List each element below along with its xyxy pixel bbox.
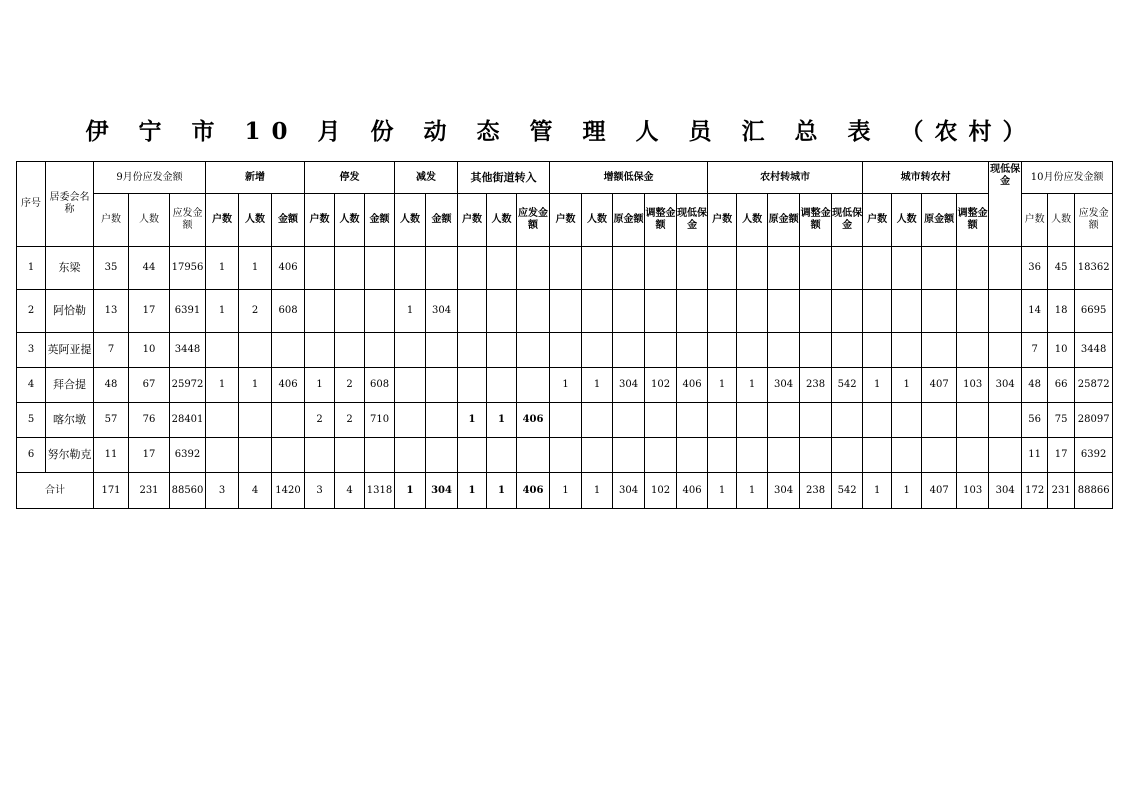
table-cell: [206, 438, 239, 473]
total-cell: 542: [832, 473, 863, 509]
table-cell: [832, 333, 863, 368]
table-cell: 608: [272, 290, 305, 333]
row-name: 拜合提: [46, 368, 94, 403]
table-cell: 710: [365, 403, 395, 438]
table-cell: [989, 247, 1022, 290]
table-cell: [863, 438, 892, 473]
table-row: [17, 333, 1113, 368]
sub-adjusted: 调整金额: [957, 194, 989, 247]
table-cell: 17: [1048, 438, 1075, 473]
table-cell: [922, 333, 957, 368]
sub-people: 人数: [1048, 194, 1075, 247]
table-cell: 56: [1022, 403, 1048, 438]
table-cell: [582, 247, 613, 290]
table-cell: [426, 333, 458, 368]
table-cell: 406: [677, 368, 708, 403]
table-cell: 76: [129, 403, 170, 438]
table-cell: [645, 333, 677, 368]
table-cell: [206, 403, 239, 438]
table-cell: [989, 333, 1022, 368]
table-cell: [863, 290, 892, 333]
total-cell: 1318: [365, 473, 395, 509]
total-cell: 1: [708, 473, 737, 509]
table-cell: [957, 247, 989, 290]
table-cell: [395, 333, 426, 368]
total-cell: 1: [458, 473, 487, 509]
table-cell: [613, 403, 645, 438]
total-cell: 406: [677, 473, 708, 509]
total-label: 合计: [17, 473, 94, 509]
table-cell: 75: [1048, 403, 1075, 438]
total-cell: 1: [892, 473, 922, 509]
table-cell: [708, 333, 737, 368]
table-cell: [645, 438, 677, 473]
table-cell: 304: [768, 368, 800, 403]
table-cell: [800, 247, 832, 290]
table-cell: [458, 247, 487, 290]
table-cell: 1: [487, 403, 517, 438]
table-cell: [426, 247, 458, 290]
table-cell: [737, 247, 768, 290]
total-cell: 4: [239, 473, 272, 509]
header-row-1: [17, 162, 1113, 194]
table-body: [17, 247, 1113, 473]
row-name: 英阿亚提: [46, 333, 94, 368]
table-cell: [957, 438, 989, 473]
header-sep-amount: 9月份应发金额: [94, 162, 206, 194]
sub-people: 人数: [395, 194, 426, 247]
table-cell: [582, 290, 613, 333]
total-cell: 231: [129, 473, 170, 509]
sub-adjusted: 调整金额: [800, 194, 832, 247]
sub-households: 户数: [206, 194, 239, 247]
table-cell: [832, 438, 863, 473]
table-cell: [550, 290, 582, 333]
table-cell: [365, 438, 395, 473]
table-cell: 67: [129, 368, 170, 403]
total-cell: 88560: [170, 473, 206, 509]
header-increase: 增额低保金: [550, 162, 708, 194]
page-title: 伊 宁 市 10 月 份 动 态 管 理 人 员 汇 总 表 （农村）: [85, 118, 1037, 145]
sub-payable: 应发金额: [170, 194, 206, 247]
table-cell: [768, 403, 800, 438]
table-cell: [800, 438, 832, 473]
table-cell: [582, 438, 613, 473]
table-cell: 608: [365, 368, 395, 403]
table-cell: 1: [239, 368, 272, 403]
table-cell: [239, 333, 272, 368]
table-cell: [582, 403, 613, 438]
table-cell: [832, 290, 863, 333]
header-urban-to-rural-current: 现低保金: [989, 162, 1022, 247]
table-cell: 1: [737, 368, 768, 403]
table-cell: [768, 247, 800, 290]
row-name: 东梁: [46, 247, 94, 290]
table-cell: [550, 247, 582, 290]
table-cell: [800, 290, 832, 333]
sub-people: 人数: [335, 194, 365, 247]
table-cell: [922, 438, 957, 473]
table-cell: [239, 403, 272, 438]
table-cell: [613, 290, 645, 333]
row-name: 阿恰勒: [46, 290, 94, 333]
table-cell: [458, 290, 487, 333]
total-cell: 407: [922, 473, 957, 509]
table-cell: [458, 438, 487, 473]
sub-households: 户数: [708, 194, 737, 247]
sub-people: 人数: [737, 194, 768, 247]
total-cell: 304: [989, 473, 1022, 509]
table-cell: [395, 247, 426, 290]
table-cell: [645, 403, 677, 438]
table-cell: 44: [129, 247, 170, 290]
table-cell: [395, 368, 426, 403]
table-cell: [922, 290, 957, 333]
table-cell: 406: [272, 368, 305, 403]
header-reduce: 减发: [395, 162, 458, 194]
table-cell: [305, 333, 335, 368]
sub-households: 户数: [94, 194, 129, 247]
table-cell: [832, 403, 863, 438]
table-cell: 10: [129, 333, 170, 368]
total-cell: 1: [550, 473, 582, 509]
table-cell: [708, 403, 737, 438]
table-cell: [708, 438, 737, 473]
row-seq: 2: [17, 290, 46, 333]
total-cell: 1420: [272, 473, 305, 509]
sub-amount: 金额: [365, 194, 395, 247]
sub-adjusted: 调整金额: [645, 194, 677, 247]
sub-original: 原金额: [613, 194, 645, 247]
table-cell: [582, 333, 613, 368]
sub-current: 现低保金: [832, 194, 863, 247]
table-cell: [517, 290, 550, 333]
row-seq: 4: [17, 368, 46, 403]
table-cell: 1: [892, 368, 922, 403]
table-cell: [832, 247, 863, 290]
sub-people: 人数: [487, 194, 517, 247]
table-cell: 48: [94, 368, 129, 403]
table-cell: 25872: [1075, 368, 1113, 403]
table-cell: 17956: [170, 247, 206, 290]
total-cell: 304: [613, 473, 645, 509]
sub-people: 人数: [239, 194, 272, 247]
table-cell: [517, 368, 550, 403]
table-cell: [426, 403, 458, 438]
sub-households: 户数: [1022, 194, 1048, 247]
table-cell: [487, 368, 517, 403]
total-cell: 406: [517, 473, 550, 509]
table-cell: 10: [1048, 333, 1075, 368]
table-cell: [487, 438, 517, 473]
row-seq: 3: [17, 333, 46, 368]
sub-amount: 金额: [426, 194, 458, 247]
table-cell: [863, 333, 892, 368]
row-seq: 5: [17, 403, 46, 438]
total-cell: 103: [957, 473, 989, 509]
table-cell: 1: [305, 368, 335, 403]
table-cell: 1: [206, 368, 239, 403]
table-cell: 1: [206, 247, 239, 290]
table-cell: 28401: [170, 403, 206, 438]
table-cell: 542: [832, 368, 863, 403]
table-cell: [272, 438, 305, 473]
table-cell: [863, 403, 892, 438]
total-cell: 231: [1048, 473, 1075, 509]
table-cell: [768, 290, 800, 333]
table-row: [17, 403, 1113, 438]
table-cell: 7: [1022, 333, 1048, 368]
table-row: [17, 247, 1113, 290]
table-cell: 1: [708, 368, 737, 403]
total-cell: 1: [487, 473, 517, 509]
table-cell: 2: [239, 290, 272, 333]
sub-original: 原金额: [768, 194, 800, 247]
table-cell: [272, 403, 305, 438]
table-cell: [989, 438, 1022, 473]
table-cell: [335, 438, 365, 473]
table-cell: [365, 247, 395, 290]
table-cell: [272, 333, 305, 368]
table-cell: 36: [1022, 247, 1048, 290]
table-cell: [800, 403, 832, 438]
table-cell: 102: [645, 368, 677, 403]
table-cell: [737, 290, 768, 333]
table-cell: [487, 333, 517, 368]
table-cell: [863, 247, 892, 290]
total-cell: 1: [737, 473, 768, 509]
table-cell: [892, 438, 922, 473]
table-cell: 1: [395, 290, 426, 333]
table-cell: 6695: [1075, 290, 1113, 333]
header-name: 居委会名称: [46, 162, 94, 247]
total-cell: 304: [768, 473, 800, 509]
table-cell: 1: [458, 403, 487, 438]
table-cell: [737, 438, 768, 473]
table-cell: [517, 438, 550, 473]
total-cell: 4: [335, 473, 365, 509]
table-cell: [957, 290, 989, 333]
table-cell: 2: [335, 368, 365, 403]
sub-current: 现低保金: [677, 194, 708, 247]
table-cell: [737, 333, 768, 368]
table-cell: [989, 403, 1022, 438]
table-cell: 103: [957, 368, 989, 403]
table-cell: 45: [1048, 247, 1075, 290]
header-seq: 序号: [17, 162, 46, 247]
table-cell: [892, 333, 922, 368]
table-cell: [768, 438, 800, 473]
table-cell: [677, 333, 708, 368]
table-cell: 18: [1048, 290, 1075, 333]
table-cell: [677, 403, 708, 438]
table-row: [17, 368, 1113, 403]
table-cell: [550, 438, 582, 473]
sub-payable: 应发金额: [1075, 194, 1113, 247]
table-cell: [487, 290, 517, 333]
table-cell: [957, 333, 989, 368]
header-urban-to-rural: 城市转农村: [863, 162, 989, 194]
table-cell: 1: [239, 247, 272, 290]
total-row: [17, 473, 1113, 509]
header-rural-to-urban: 农村转城市: [708, 162, 863, 194]
table-cell: [305, 290, 335, 333]
table-cell: 6392: [1075, 438, 1113, 473]
table-cell: [800, 333, 832, 368]
row-seq: 1: [17, 247, 46, 290]
total-cell: 3: [206, 473, 239, 509]
table-cell: 3448: [170, 333, 206, 368]
table-cell: 35: [94, 247, 129, 290]
table-cell: [645, 290, 677, 333]
table-cell: [335, 333, 365, 368]
table-cell: [305, 247, 335, 290]
table-cell: 14: [1022, 290, 1048, 333]
total-cell: 102: [645, 473, 677, 509]
table-cell: 406: [272, 247, 305, 290]
table-cell: [892, 247, 922, 290]
table-cell: 406: [517, 403, 550, 438]
total-cell: 172: [1022, 473, 1048, 509]
sub-households: 户数: [305, 194, 335, 247]
table-cell: [335, 290, 365, 333]
table-cell: [517, 247, 550, 290]
table-cell: 304: [613, 368, 645, 403]
table-cell: 238: [800, 368, 832, 403]
table-cell: [613, 438, 645, 473]
table-cell: 48: [1022, 368, 1048, 403]
table-cell: 18362: [1075, 247, 1113, 290]
table-cell: 28097: [1075, 403, 1113, 438]
table-cell: 3448: [1075, 333, 1113, 368]
table-cell: 11: [1022, 438, 1048, 473]
table-cell: 1: [582, 368, 613, 403]
table-cell: 2: [335, 403, 365, 438]
header-oct-amount: 10月份应发金额: [1022, 162, 1113, 194]
header-transfer-in: 其他街道转入: [458, 162, 550, 194]
table-cell: 6391: [170, 290, 206, 333]
table-cell: [677, 290, 708, 333]
table-cell: [645, 247, 677, 290]
sub-households: 户数: [458, 194, 487, 247]
row-name: 喀尔墩: [46, 403, 94, 438]
total-cell: 304: [426, 473, 458, 509]
table-cell: 17: [129, 290, 170, 333]
table-cell: [768, 333, 800, 368]
sub-people: 人数: [582, 194, 613, 247]
table-cell: [305, 438, 335, 473]
table-cell: [677, 438, 708, 473]
summary-table: [16, 161, 1113, 509]
table-cell: [458, 333, 487, 368]
total-cell: 171: [94, 473, 129, 509]
table-cell: [922, 247, 957, 290]
table-cell: 1: [863, 368, 892, 403]
table-cell: 407: [922, 368, 957, 403]
table-cell: [206, 333, 239, 368]
table-cell: [550, 403, 582, 438]
table-cell: [335, 247, 365, 290]
table-cell: [239, 438, 272, 473]
total-cell: 3: [305, 473, 335, 509]
table-cell: 304: [426, 290, 458, 333]
table-cell: [395, 438, 426, 473]
sub-households: 户数: [863, 194, 892, 247]
table-cell: [708, 290, 737, 333]
header-stop: 停发: [305, 162, 395, 194]
table-cell: [957, 403, 989, 438]
table-cell: [365, 333, 395, 368]
header-row-2: [17, 194, 1113, 247]
sub-amount: 金额: [272, 194, 305, 247]
table-cell: 57: [94, 403, 129, 438]
table-cell: [550, 333, 582, 368]
table-cell: 6392: [170, 438, 206, 473]
table-cell: 7: [94, 333, 129, 368]
table-cell: [677, 247, 708, 290]
table-cell: 11: [94, 438, 129, 473]
row-name: 努尔勒克: [46, 438, 94, 473]
sub-original: 原金额: [922, 194, 957, 247]
table-cell: [708, 247, 737, 290]
sub-households: 户数: [550, 194, 582, 247]
table-cell: 66: [1048, 368, 1075, 403]
table-cell: 2: [305, 403, 335, 438]
table-cell: [737, 403, 768, 438]
table-cell: [892, 290, 922, 333]
table-cell: [989, 290, 1022, 333]
table-cell: [426, 368, 458, 403]
sub-people: 人数: [892, 194, 922, 247]
total-cell: 1: [395, 473, 426, 509]
total-cell: 1: [582, 473, 613, 509]
table-cell: [517, 333, 550, 368]
header-new-add: 新增: [206, 162, 305, 194]
sub-payable: 应发金额: [517, 194, 550, 247]
table-cell: 1: [550, 368, 582, 403]
table-cell: [922, 403, 957, 438]
table-cell: 1: [206, 290, 239, 333]
table-cell: 304: [989, 368, 1022, 403]
table-cell: [395, 403, 426, 438]
table-cell: [892, 403, 922, 438]
row-seq: 6: [17, 438, 46, 473]
total-cell: 1: [863, 473, 892, 509]
table-row: [17, 438, 1113, 473]
total-cell: 238: [800, 473, 832, 509]
table-cell: 17: [129, 438, 170, 473]
table-cell: 13: [94, 290, 129, 333]
sub-people: 人数: [129, 194, 170, 247]
table-row: [17, 290, 1113, 333]
table-cell: [426, 438, 458, 473]
table-cell: [365, 290, 395, 333]
table-cell: [613, 247, 645, 290]
total-cell: 88866: [1075, 473, 1113, 509]
table-cell: 25972: [170, 368, 206, 403]
table-cell: [458, 368, 487, 403]
table-cell: [487, 247, 517, 290]
table-cell: [613, 333, 645, 368]
